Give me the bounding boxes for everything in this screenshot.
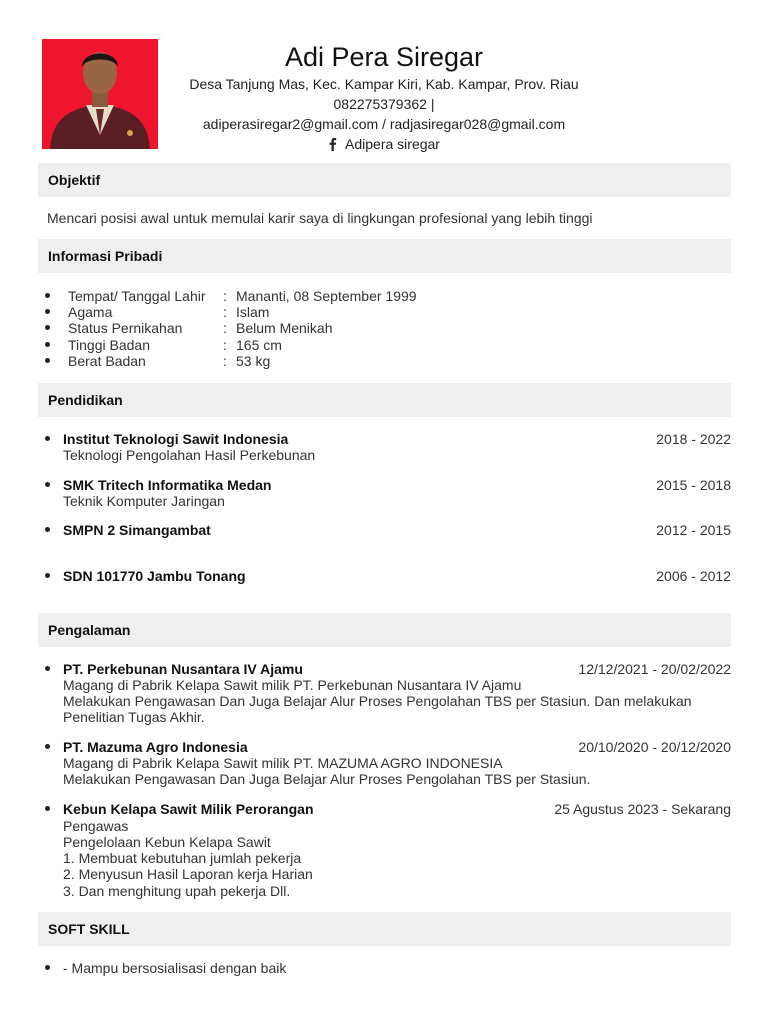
experience-line: Melakukan Pengawasan Dan Juga Belajar Alur Proses Pengolahan TBS per Stasiun. [63,771,591,787]
bullet [45,293,50,298]
education-years: 2012 - 2015 [656,522,731,538]
education-years: 2018 - 2022 [656,431,731,447]
bullet [45,806,50,811]
education-years: 2015 - 2018 [656,477,731,493]
bullet [45,325,50,330]
experience-line: Pengawas [63,818,129,834]
experience-company: Kebun Kelapa Sawit Milik Perorangan [63,801,314,817]
bullet [45,482,50,487]
education-school: SMK Tritech Informatika Medan [63,477,272,493]
resume-header [170,40,598,156]
section-objective-header: Objektif [38,163,731,197]
bullet [45,965,50,970]
education-school: SDN 101770 Jambu Tonang [63,568,246,584]
experience-line: Magang di Pabrik Kelapa Sawit milik PT. Perkebunan Nusantara IV Ajamu [63,677,522,693]
experience-line: 2. Menyusun Hasil Laporan kerja Harian [63,866,313,882]
info-row-birth: Tempat/ Tanggal Lahir : Mananti, 08 September 1999 [68,288,417,304]
education-years: 2006 - 2012 [656,568,731,584]
info-row-height: Tinggi Badan : 165 cm [68,337,282,353]
bullet [45,309,50,314]
education-major: Teknologi Pengolahan Hasil Perkebunan [63,447,316,463]
phone-number: 082275379362 | [333,96,435,112]
bullet [45,358,50,363]
experience-company: PT. Mazuma Agro Indonesia [63,739,248,755]
profile-photo [42,39,158,149]
education-major: Teknik Komputer Jaringan [63,493,225,509]
info-row-religion: Agama : Islam [68,304,270,320]
bullet [45,527,50,532]
experience-line: 3. Dan menghitung upah pekerja Dll. [63,883,291,899]
experience-line: Pengelolaan Kebun Kelapa Sawit [63,834,271,850]
person-photo-icon [42,39,158,149]
bullet [45,666,50,671]
education-school: SMPN 2 Simangambat [63,522,211,538]
info-row-marital: Status Pernikahan : Belum Menikah [68,320,333,336]
objective-text: Mencari posisi awal untuk memulai karir saya di lingkungan profesional yang lebih tinggi [47,210,593,226]
experience-line: Melakukan Pengawasan Dan Juga Belajar Alur Proses Pengolahan TBS per Stasiun. Dan melakukan [63,693,692,709]
experience-period: 12/12/2021 - 20/02/2022 [578,661,731,677]
address: Desa Tanjung Mas, Kec. Kampar Kiri, Kab. Kampar, Prov. Riau [189,76,579,92]
facebook-icon [328,137,337,151]
full-name: Adi Pera Siregar [284,42,484,72]
experience-period: 20/10/2020 - 20/12/2020 [578,739,731,755]
experience-company: PT. Perkebunan Nusantara IV Ajamu [63,661,303,677]
bullet [45,573,50,578]
experience-period: 25 Agustus 2023 - Sekarang [554,801,731,817]
section-personal-header: Informasi Pribadi [38,239,731,273]
section-education-header: Pendidikan [38,383,731,417]
bullet [45,436,50,441]
email-addresses[interactable]: adiperasiregar2@gmail.com / radjasiregar028@gmail.com [202,116,566,132]
section-softskill-header: SOFT SKILL [38,912,731,946]
experience-line: 1. Membuat kebutuhan jumlah pekerja [63,850,302,866]
info-row-weight: Berat Badan : 53 kg [68,353,271,369]
bullet [45,744,50,749]
soft-skill-item: - Mampu bersosialisasi dengan baik [63,960,287,976]
section-experience-header: Pengalaman [38,613,731,647]
facebook-name[interactable]: Adipera siregar [345,136,440,152]
experience-line: Magang di Pabrik Kelapa Sawit milik PT. MAZUMA AGRO INDONESIA [63,755,503,771]
education-school: Institut Teknologi Sawit Indonesia [63,431,289,447]
facebook-link[interactable] [328,134,440,154]
experience-line: Penelitian Tugas Akhir. [63,709,205,725]
bullet [45,342,50,347]
